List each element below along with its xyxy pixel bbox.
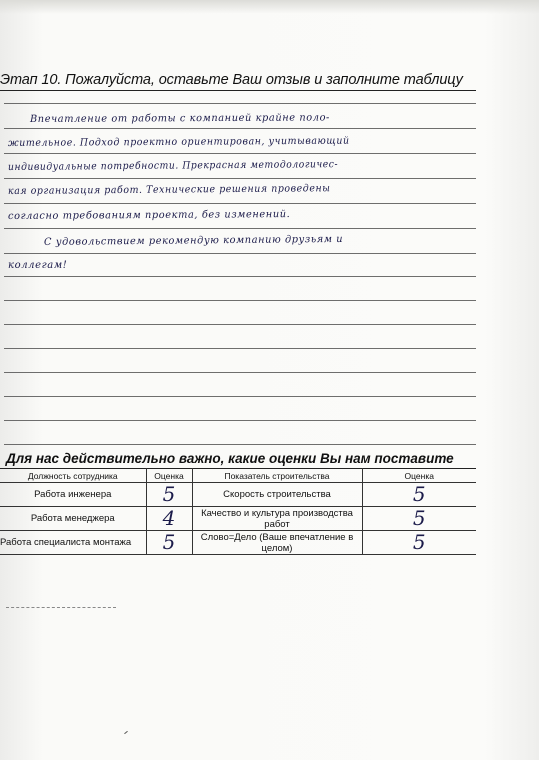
ruled-line bbox=[4, 153, 476, 154]
column-header: Показатель строительства bbox=[192, 469, 362, 483]
handwritten-line: согласно требованиям проекта, без изменений. bbox=[7, 209, 291, 222]
ruled-line bbox=[4, 253, 476, 254]
ruled-line bbox=[4, 203, 476, 204]
ruled-line bbox=[4, 300, 476, 301]
ruled-line bbox=[4, 103, 476, 104]
column-header: Оценка bbox=[362, 469, 476, 483]
column-header: Должность сотрудника bbox=[0, 469, 146, 483]
stage-title: Этап 10. Пожалуйста, оставьте Ваш отзыв и заполните таблицу bbox=[0, 72, 463, 88]
handwritten-score: 5 bbox=[412, 506, 426, 530]
position-cell: Работа менеджера bbox=[0, 507, 146, 531]
ruled-line bbox=[4, 276, 476, 277]
rating-table bbox=[0, 468, 476, 555]
table-row bbox=[0, 483, 476, 507]
score-cell bbox=[146, 483, 192, 507]
handwritten-score: 5 bbox=[162, 482, 176, 506]
handwritten-line: жительное. Подход проектно ориентирован, учитывающий bbox=[7, 135, 350, 149]
ruled-line bbox=[4, 372, 476, 373]
table-header-row bbox=[0, 469, 476, 483]
ruled-line bbox=[4, 178, 476, 179]
ruled-line bbox=[4, 348, 476, 349]
ruled-line bbox=[4, 420, 476, 421]
handwritten-line: Впечатление от работы с компанией крайне поло- bbox=[29, 112, 330, 125]
handwritten-line: кая организация работ. Технические решения проведены bbox=[7, 183, 331, 197]
table-row bbox=[0, 531, 476, 555]
faint-signature-line bbox=[6, 607, 116, 609]
position-cell: Работа специалиста монтажа bbox=[0, 531, 146, 555]
handwritten-score: 5 bbox=[162, 530, 176, 554]
handwritten-score: 5 bbox=[412, 482, 426, 506]
score-cell bbox=[362, 483, 476, 507]
handwritten-line: С удовольствием рекомендую компанию друзьям и bbox=[43, 233, 344, 248]
ruled-line bbox=[4, 324, 476, 325]
position-cell: Работа инженера bbox=[0, 483, 146, 507]
ruled-line bbox=[4, 228, 476, 229]
handwritten-score: 4 bbox=[162, 506, 176, 530]
score-cell bbox=[362, 531, 476, 555]
handwritten-score: 5 bbox=[412, 530, 426, 554]
scan-speck bbox=[124, 731, 128, 734]
score-cell bbox=[146, 531, 192, 555]
score-cell bbox=[362, 507, 476, 531]
title-underline bbox=[0, 90, 476, 91]
ruled-line bbox=[4, 128, 476, 129]
indicator-cell: Скорость строительства bbox=[192, 483, 362, 507]
indicator-cell: Качество и культура производства работ bbox=[192, 507, 362, 531]
table-row bbox=[0, 507, 476, 531]
scan-edge-shadow bbox=[0, 0, 539, 14]
indicator-cell: Слово=Дело (Ваше впечатление в целом) bbox=[192, 531, 362, 555]
column-header: Оценка bbox=[146, 469, 192, 483]
rating-heading: Для нас действительно важно, какие оценки Вы нам поставите bbox=[6, 451, 454, 466]
ruled-line bbox=[4, 396, 476, 397]
handwritten-line: коллегам! bbox=[8, 260, 68, 271]
ruled-line bbox=[4, 444, 476, 445]
score-cell bbox=[146, 507, 192, 531]
handwritten-line: индивидуальные потребности. Прекрасная методологичес- bbox=[7, 159, 339, 173]
